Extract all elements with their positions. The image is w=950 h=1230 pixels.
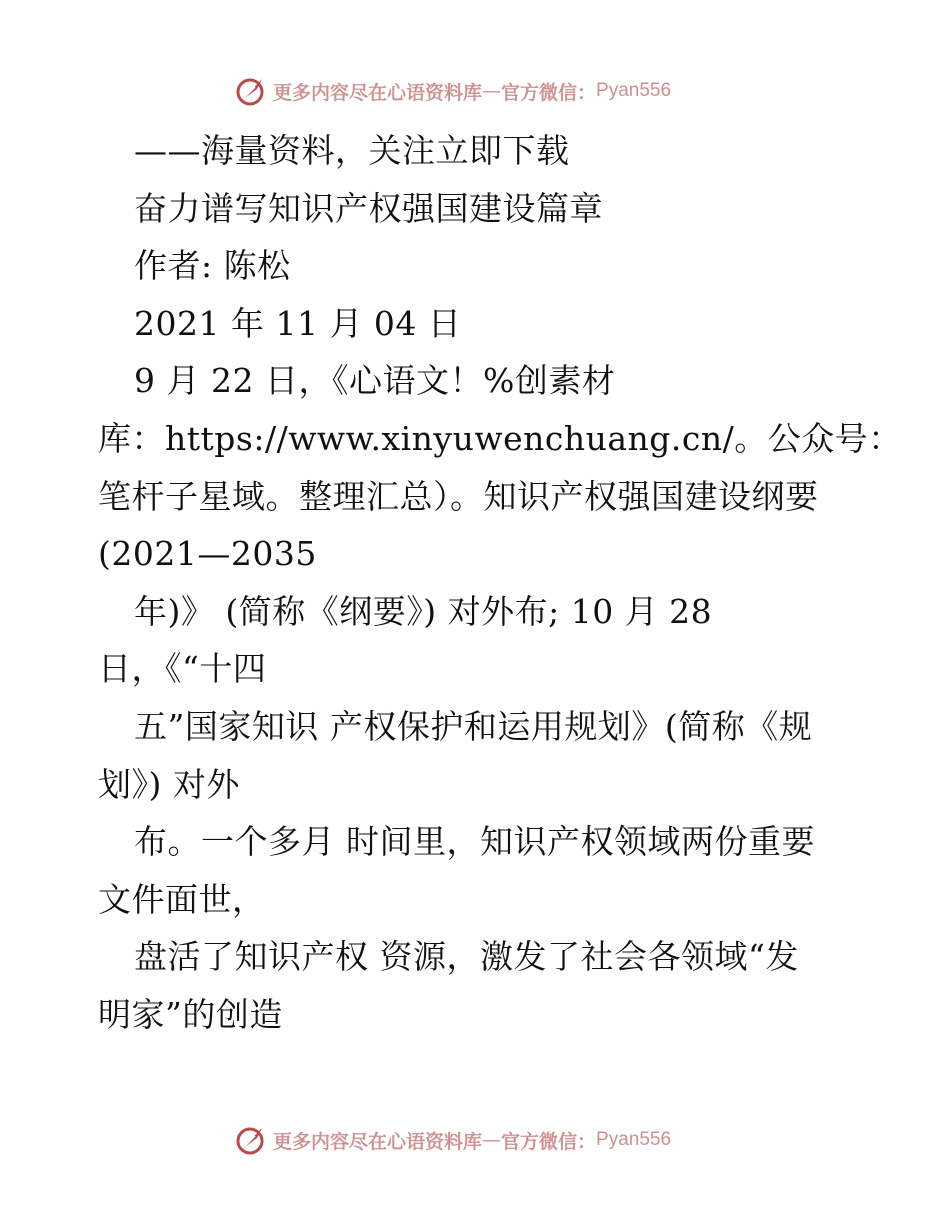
banner-main-text: 更多内容尽在心语资料库	[273, 81, 483, 104]
body-line: 年)》 (简称《纲要》) 对外布; 10 月 28	[134, 591, 713, 631]
date-line: 2021 年 11 月 04 日	[134, 303, 462, 343]
body-line: 盘活了知识产权 资源，激发了社会各领域“发	[134, 937, 799, 977]
document-title: 奋力谱写知识产权强国建设篇章	[134, 188, 603, 228]
quill-logo-icon	[235, 1124, 267, 1156]
banner-main-text: 更多内容尽在心语资料库	[273, 1130, 483, 1153]
body-line: 明家”的创造	[98, 994, 283, 1034]
body-line: 布。一个多月 时间里，知识产权领域两份重要	[134, 822, 815, 862]
banner-separator: —	[482, 1129, 502, 1151]
body-line: (2021—2035	[98, 534, 317, 574]
body-line: 日，《“十四	[98, 649, 267, 689]
banner-handle: Pyan556	[596, 1129, 672, 1150]
body-line: 笔杆子星域。整理汇总）。知识产权强国建设纲要	[98, 476, 819, 516]
body-line: 库：https://www.xinyuwenchuang.cn/。公众号：	[98, 418, 902, 458]
header-watermark-banner	[235, 74, 671, 108]
document-body	[98, 122, 902, 1044]
body-line: 五”国家知识 产权保护和运用规划》(简称《规	[134, 706, 813, 746]
body-line: 划》) 对外	[98, 764, 240, 804]
body-line: 文件面世，	[98, 879, 266, 919]
body-line: ——海量资料，关注立即下载	[134, 131, 570, 170]
author-line: 作者: 陈松	[134, 246, 291, 286]
banner-handle: Pyan556	[596, 80, 672, 101]
body-line: 9 月 22 日，《心语文！%创素材	[134, 361, 616, 401]
quill-logo-icon	[235, 75, 267, 107]
banner-separator: —	[482, 80, 502, 102]
banner-sub-text: 官方微信：	[501, 81, 597, 104]
banner-sub-text: 官方微信：	[501, 1130, 597, 1153]
footer-watermark-banner	[235, 1123, 671, 1157]
